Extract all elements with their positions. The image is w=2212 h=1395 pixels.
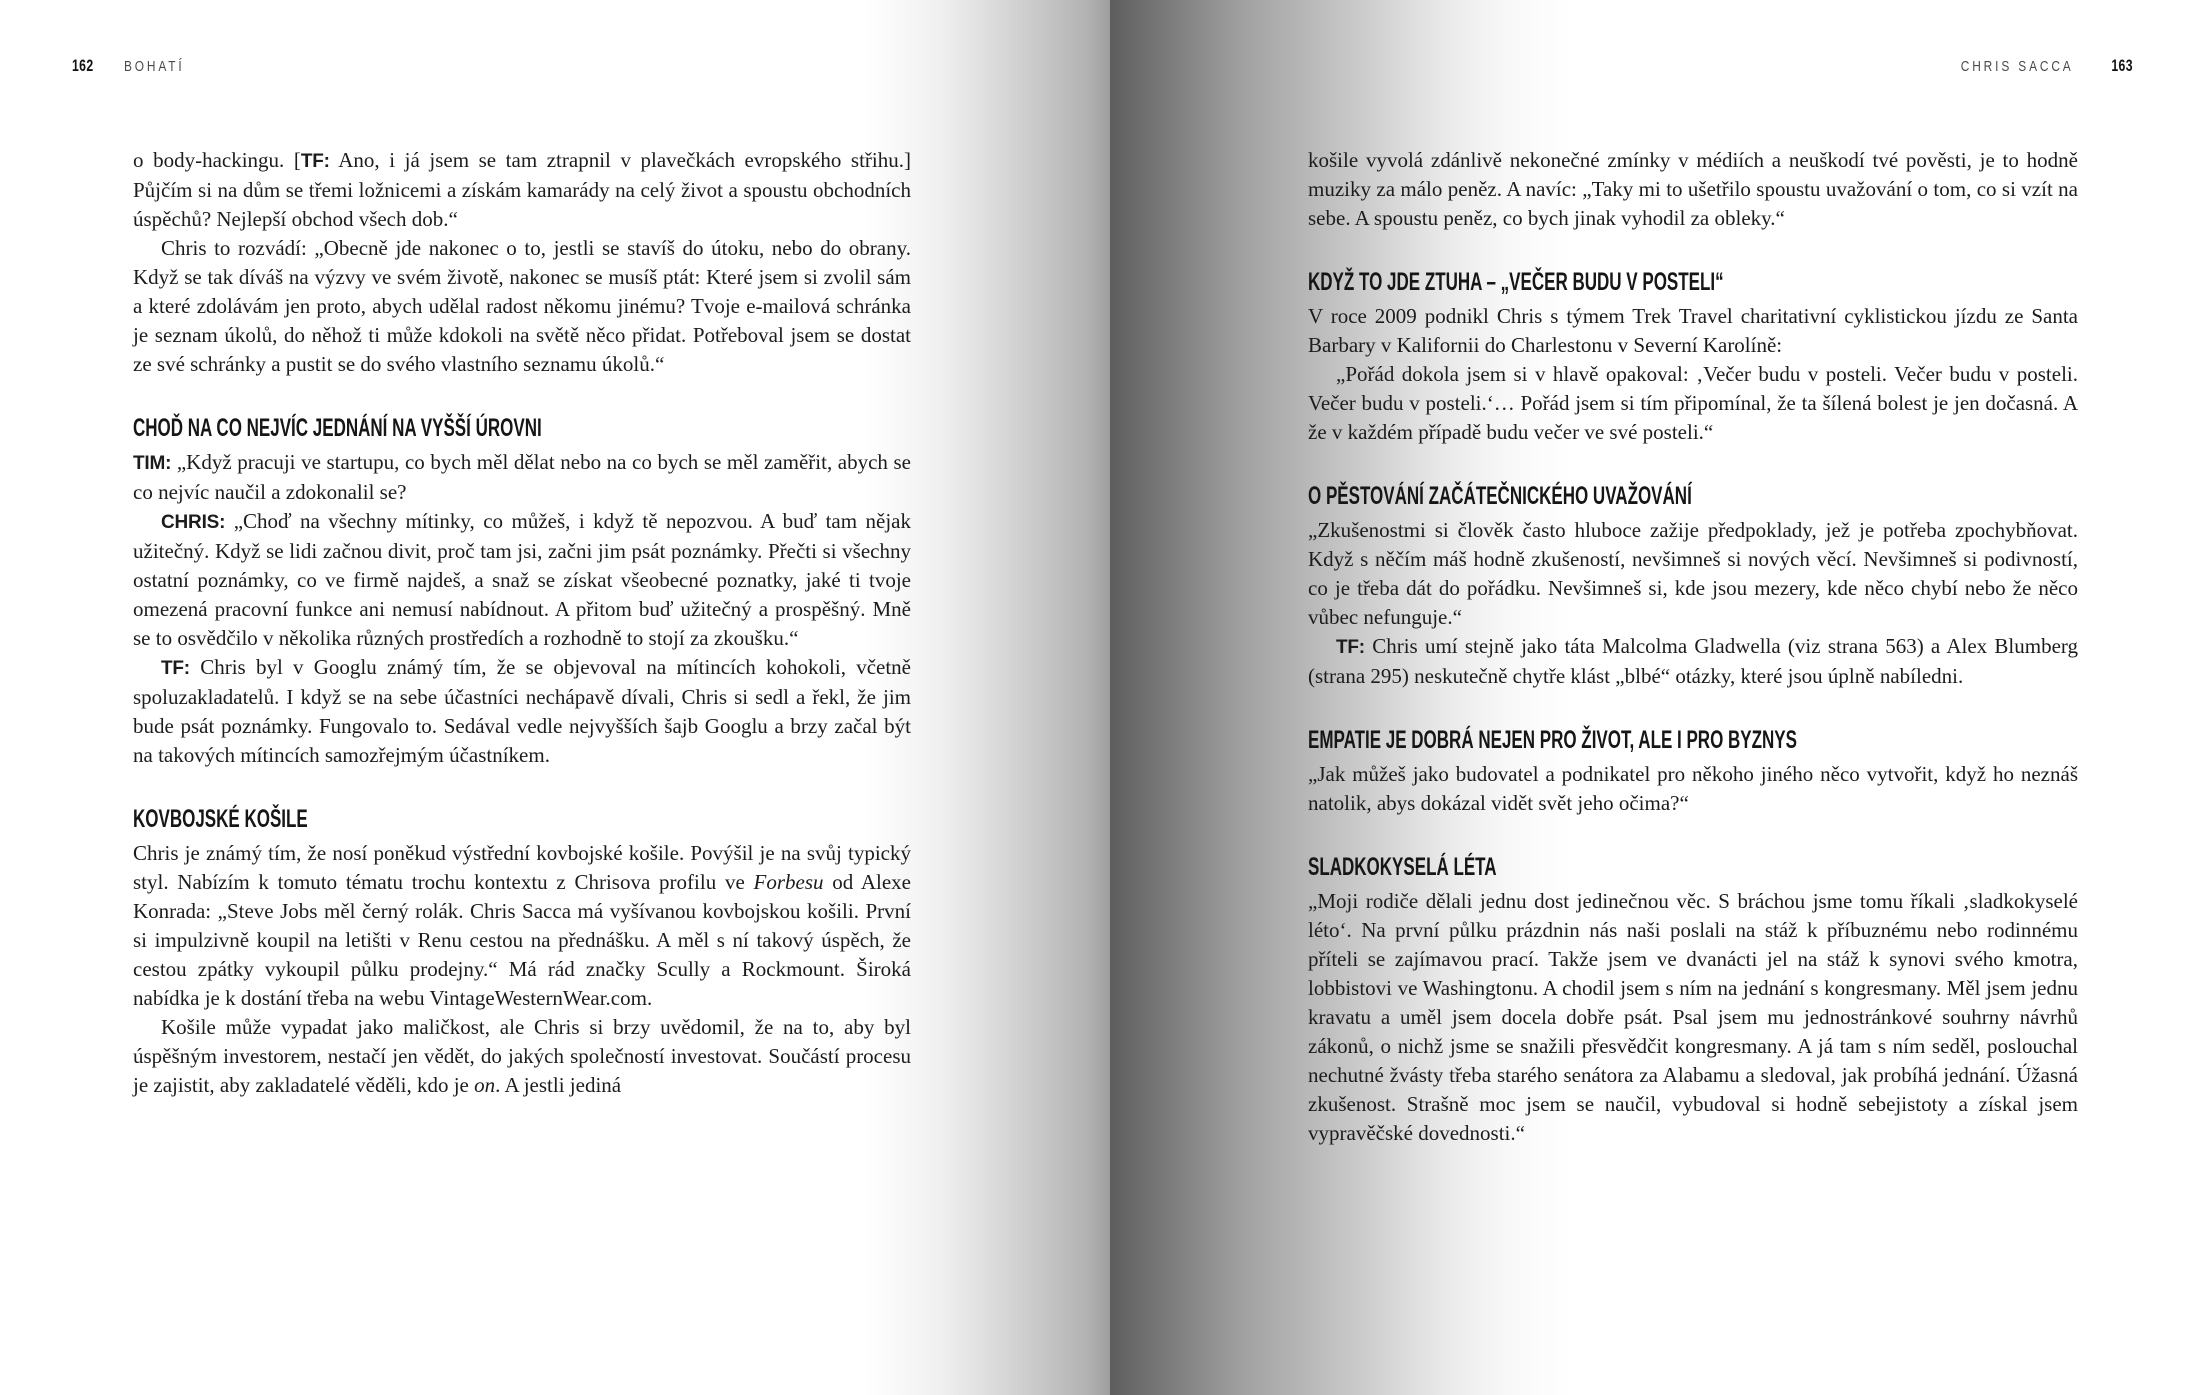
page-number-right: 163 [2111, 56, 2133, 75]
page-number-left: 162 [72, 56, 94, 75]
section-heading [1308, 725, 1832, 755]
paragraph [133, 234, 911, 379]
text-segment: CHOĎ NA CO NEJVÍC JEDNÁNÍ NA VYŠŠÍ ÚROVNI [133, 414, 542, 442]
text-segment: Chris byl v Googlu známý tím, že se objevoval na mítincích kohokoli, včetně spoluzakladatelů. I když se na sebe účastníci nechápavě dívali, Chris si sedl a řekl, že jim bude psát poznámky. Fungovalo to. Sedával vedle nejvyšších šajb Googlu a brzy začal být na takových mítincích samozřejmým účastníkem. [133, 655, 911, 767]
page-right [1110, 0, 2212, 1395]
section-heading [133, 413, 662, 443]
text-segment: EMPATIE JE DOBRÁ NEJEN PRO ŽIVOT, ALE I PRO BYZNYS [1308, 726, 1797, 754]
section-heading [133, 804, 662, 834]
paragraph [133, 839, 911, 1013]
speaker-label: TF: [1336, 637, 1365, 658]
running-title-right: CHRIS SACCA [1960, 59, 2074, 75]
text-segment: „Zkušenostmi si člověk často hluboce zažije předpoklady, jež je potřeba zpochybňovat. Když s něčím máš hodně zkušeností, nevšimneš si nových věcí. Nevšimneš si podivností, co je třeba dát do pořádku. Nevšimneš si, kde jsou mezery, kde něco chybí nebo že něco vůbec nefunguje.“ [1308, 518, 2078, 629]
speaker-label: TF: [300, 151, 330, 172]
paragraph [1308, 760, 2078, 818]
paragraph [1308, 360, 2078, 447]
text-segment: „Pořád dokola jsem si v hlavě opakoval: ‚Večer budu v posteli. Večer budu v posteli. Večer budu v posteli.‘… Pořád jsem si tím připomínal, že ta šílená bolest je jen dočasná. A že v každém případě budu večer ve své posteli.“ [1308, 362, 2078, 444]
text-segment: Chris to rozvádí: „Obecně jde nakonec o to, jestli se stavíš do útoku, nebo do obrany. Když se tak díváš na výzvy ve svém životě, nakonec se musíš ptát: Které jsem si zvolil sám a které zdolávám jen proto, abych udělal radost někomu jinému? Tvoje e-mailová schránka je seznam úkolů, do něhož ti může kdokoli na světě něco přidat. Potřeboval jsem se dostat ze své schránky a pustit se do svého vlastního seznamu úkolů.“ [133, 236, 911, 376]
text-segment: on [474, 1073, 496, 1097]
text-segment: „Když pracuji ve startupu, co bych měl dělat nebo na co bych se měl zaměřit, abych se co nejvíc naučil a zdokonalil se? [133, 450, 911, 504]
text-segment: SLADKOKYSELÁ LÉTA [1308, 853, 1497, 881]
paragraph [1308, 887, 2078, 1148]
text-segment: Chris je známý tím, že nosí poněkud výstřední kovbojské košile. Povýšil je na svůj typický styl. Nabízím k tomuto tématu trochu kontextu z Chrisova profilu ve [133, 841, 911, 894]
text-segment: Forbesu [753, 870, 824, 894]
paragraph [1308, 632, 2078, 691]
running-head-left [72, 56, 198, 76]
running-head-right [1936, 56, 2133, 76]
section-heading [1308, 852, 1832, 882]
section-heading [1308, 267, 1832, 297]
text-segment: košile vyvolá zdánlivě nekonečné zmínky v médiích a neuškodí tvé pověsti, je to hodně muziky za málo peněz. A navíc: „Taky mi to ušetřilo spoustu uvažování o tom, co si vzít na sebe. A spoustu peněz, co bych jinak vyhodil za obleky.“ [1308, 148, 2078, 230]
paragraph [133, 146, 911, 234]
paragraph [1308, 302, 2078, 360]
speaker-label: CHRIS: [161, 512, 226, 533]
paragraph [133, 1013, 911, 1100]
text-segment: O PĚSTOVÁNÍ ZAČÁTEČNICKÉHO UVAŽOVÁNÍ [1308, 482, 1692, 510]
running-title-left: BOHATÍ [123, 59, 185, 75]
text-segment: KOVBOJSKÉ KOŠILE [133, 805, 308, 833]
text-segment: KDYŽ TO JDE ZTUHA – „VEČER BUDU V POSTELI“ [1308, 268, 1724, 296]
paragraph [133, 653, 911, 770]
text-segment: Košile může vypadat jako maličkost, ale Chris si brzy uvědomil, že na to, aby byl úspěšným investorem, nestačí jen vědět, do jakých společností investovat. Součástí procesu je zajistit, aby zakladatelé věděli, kdo je [133, 1015, 911, 1097]
section-heading [1308, 481, 1832, 511]
text-column-right [1308, 146, 2078, 1148]
speaker-label: TF: [161, 658, 190, 679]
text-segment: od Alexe Konrada: „Steve Jobs měl černý rolák. Chris Sacca má vyšívanou kovbojskou košili. První si impulzivně koupil na letišti v Renu cestou na přednášku. A měl s ní takový úspěch, že cestou zpátky vykoupil půlku prodejny.“ Má rád značky Scully a Rockmount. Široká nabídka je k dostání třeba na webu VintageWesternWear.com. [133, 870, 911, 1010]
text-segment: Ano, i já jsem se tam ztrapnil v plavečkách evropského střihu.] Půjčím si na dům se třemi ložnicemi a získám kamarády na celý život a spoustu obchodních úspěchů? Nejlepší obchod všech dob.“ [133, 148, 912, 231]
text-segment: „Jak můžeš jako budovatel a podnikatel pro někoho jiného něco vytvořit, když ho neznáš natolik, abys dokázal vidět svět jeho očima?“ [1308, 762, 2078, 815]
paragraph [133, 507, 911, 653]
paragraph [133, 448, 911, 507]
text-segment: Chris umí stejně jako táta Malcolma Gladwella (viz strana 563) a Alex Blumberg (strana 295) neskutečně chytře klást „blbé“ otázky, které jsou úplně nabíledni. [1308, 634, 2078, 688]
paragraph [1308, 146, 2078, 233]
text-segment: o body-hackingu. [ [133, 148, 301, 172]
text-segment: „Moji rodiče dělali jednu dost jedinečnou věc. S bráchou jsme tomu říkali ‚sladkokyselé léto‘. Na první půlku prázdnin nás naši poslali na stáž k příbuznému nebo rodinnému příteli se zajímavou prací. Takže jsem ve dvanácti jel na stáž k synovi svého kmotra, lobbistovi ve Washingtonu. A chodil jsem s ním na jednání s kongresmany. Měl jsem jednu kravatu a uměl jsem docela dobře psát. Psal jsem mu jednostránkové souhrny návrhů zákonů, o nichž jsme se snažili přesvědčit kongresmany. A já tam s ním seděl, poslouchal nechutné žvásty třeba starého senátora za Alabamu a sledoval, jak probíhá jednání. Úžasná zkušenost. Strašně moc jsem se naučil, vybudoval si hodně sebejistoty a získal jsem vypravěčské dovednosti.“ [1308, 889, 2078, 1145]
text-segment: „Choď na všechny mítinky, co můžeš, i když tě nepozvou. A buď tam nějak užitečný. Když se lidi začnou divit, proč tam jsi, začni jim psát poznámky. Přečti si všechny ostatní poznámky, co ve firmě najdeš, a snaž se získat všeobecné poznatky, jaké ti tvoje omezená pracovní funkce ani nemusí nabídnout. A přitom buď užitečný a prospěšný. Mně se to osvědčilo v několika různých prostředích a rozhodně to stojí za zkoušku.“ [133, 509, 911, 650]
text-segment: . A jestli jediná [495, 1073, 622, 1097]
text-segment: V roce 2009 podnikl Chris s týmem Trek Travel charitativní cyklistickou jízdu ze Santa Barbary v Kalifornii do Charlestonu v Severní Karolíně: [1308, 304, 2078, 357]
speaker-label: TIM: [133, 453, 172, 474]
paragraph [1308, 516, 2078, 632]
text-column-left [133, 146, 911, 1100]
